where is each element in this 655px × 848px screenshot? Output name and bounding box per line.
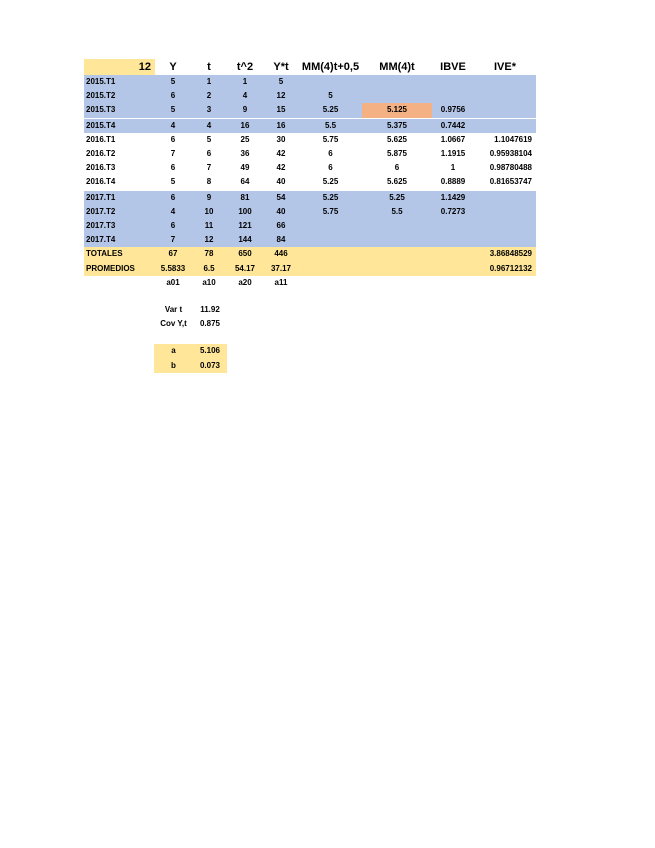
cell-mm[interactable]: 5.25 bbox=[362, 190, 432, 205]
ref-ive[interactable] bbox=[474, 276, 536, 290]
cell-yt[interactable]: 54 bbox=[263, 190, 299, 205]
cell-ive[interactable]: 1.1047619 bbox=[494, 134, 532, 144]
cell-mm[interactable]: 6 bbox=[394, 163, 400, 173]
cell-yt[interactable]: 66 bbox=[263, 219, 299, 233]
ref-y[interactable]: a01 bbox=[166, 277, 180, 287]
cell-t2[interactable]: 144 bbox=[227, 233, 263, 247]
totales-ive[interactable]: 3.86848529 bbox=[474, 247, 536, 261]
a-row bbox=[154, 344, 227, 359]
cell-t[interactable]: 7 bbox=[206, 163, 212, 173]
cell-ive[interactable] bbox=[474, 75, 536, 89]
cell-y[interactable]: 6 bbox=[155, 190, 191, 205]
cov-row bbox=[154, 317, 227, 331]
cell-t2[interactable]: 1 bbox=[227, 75, 263, 89]
table-row bbox=[84, 75, 536, 89]
table-row bbox=[84, 133, 536, 147]
cell-ive[interactable]: 0.98780488 bbox=[489, 163, 532, 173]
ref-mm[interactable] bbox=[362, 276, 432, 290]
header-mm05[interactable]: MM(4)t+0,5 bbox=[301, 61, 360, 73]
cell-label[interactable]: 2016.T1 bbox=[86, 134, 116, 144]
promedios-ibve[interactable] bbox=[432, 262, 474, 276]
promedios-row bbox=[84, 262, 536, 276]
cell-yt[interactable]: 84 bbox=[263, 233, 299, 247]
cell-mm[interactable] bbox=[362, 233, 432, 247]
cell-mm05[interactable]: 5.25 bbox=[299, 190, 362, 205]
cell-mm05[interactable]: 5.75 bbox=[322, 134, 339, 144]
cell-mm[interactable]: 5.375 bbox=[362, 118, 432, 133]
cell-mm05[interactable]: 6 bbox=[328, 163, 333, 173]
cell-yt[interactable]: 15 bbox=[263, 103, 299, 118]
cell-ive[interactable]: 0.81653747 bbox=[489, 177, 532, 187]
header-row bbox=[84, 59, 536, 75]
data-table bbox=[84, 59, 536, 290]
cell-t2[interactable]: 100 bbox=[227, 205, 263, 219]
cell-t[interactable]: 11 bbox=[191, 219, 227, 233]
cell-mm[interactable] bbox=[362, 89, 432, 103]
cell-mm[interactable]: 5.875 bbox=[386, 149, 408, 159]
cell-ibve[interactable]: 0.9756 bbox=[432, 103, 474, 118]
table-row bbox=[84, 233, 536, 247]
header-t[interactable]: t bbox=[207, 61, 211, 73]
ref-yt[interactable]: a11 bbox=[274, 277, 288, 287]
cell-mm05[interactable]: 5.5 bbox=[299, 118, 362, 133]
cell-t[interactable]: 6 bbox=[206, 149, 212, 159]
totales-mm05[interactable] bbox=[299, 247, 362, 261]
cell-ibve[interactable]: 1 bbox=[450, 163, 456, 173]
cell-yt[interactable]: 30 bbox=[276, 134, 286, 144]
cell-mm05[interactable] bbox=[299, 75, 362, 89]
table-row bbox=[84, 118, 536, 133]
cell-t2[interactable]: 36 bbox=[240, 149, 250, 159]
header-t2[interactable]: t^2 bbox=[236, 61, 254, 73]
header-ibve[interactable]: IBVE bbox=[440, 61, 466, 73]
table-row bbox=[84, 205, 536, 219]
promedios-ive[interactable]: 0.96712132 bbox=[474, 262, 536, 276]
cell-t[interactable]: 8 bbox=[206, 177, 212, 187]
cell-label[interactable]: 2015.T1 bbox=[84, 75, 155, 89]
cell-y[interactable]: 4 bbox=[155, 118, 191, 133]
cell-ibve[interactable]: 1.0667 bbox=[440, 134, 466, 144]
cell-y[interactable]: 6 bbox=[155, 89, 191, 103]
cell-yt[interactable]: 5 bbox=[263, 75, 299, 89]
cell-label[interactable]: 2016.T2 bbox=[86, 149, 116, 159]
cell-ibve[interactable] bbox=[432, 219, 474, 233]
cell-yt[interactable]: 40 bbox=[276, 177, 286, 187]
cell-mm05[interactable]: 5.75 bbox=[299, 205, 362, 219]
cell-ive[interactable] bbox=[474, 103, 536, 118]
promedios-t2[interactable]: 54.17 bbox=[227, 262, 263, 276]
cell-ive[interactable] bbox=[474, 219, 536, 233]
cell-y[interactable]: 5 bbox=[155, 75, 191, 89]
ref-label[interactable] bbox=[84, 276, 155, 290]
totales-label[interactable]: TOTALES bbox=[84, 247, 155, 261]
cell-ibve[interactable] bbox=[432, 89, 474, 103]
table-row bbox=[84, 103, 536, 118]
table-row bbox=[84, 219, 536, 233]
cell-ive[interactable] bbox=[474, 89, 536, 103]
cell-ibve[interactable]: 0.8889 bbox=[440, 177, 466, 187]
var-value[interactable]: 11.92 bbox=[200, 305, 220, 314]
cell-mm[interactable]: 5.125 bbox=[362, 103, 432, 118]
cell-t2[interactable]: 121 bbox=[227, 219, 263, 233]
cell-t[interactable]: 2 bbox=[191, 89, 227, 103]
table-row bbox=[84, 161, 536, 175]
cell-yt[interactable]: 42 bbox=[276, 163, 286, 173]
cell-y[interactable]: 4 bbox=[155, 205, 191, 219]
promedios-label[interactable]: PROMEDIOS bbox=[84, 262, 155, 276]
cell-ive[interactable] bbox=[474, 233, 536, 247]
cell-ibve[interactable] bbox=[432, 233, 474, 247]
ref-t[interactable]: a10 bbox=[202, 277, 216, 287]
cell-y[interactable]: 6 bbox=[170, 134, 176, 144]
cell-mm[interactable] bbox=[362, 219, 432, 233]
cell-y[interactable]: 5 bbox=[170, 177, 176, 187]
a-value[interactable]: 5.106 bbox=[193, 344, 227, 359]
promedios-y[interactable]: 5.5833 bbox=[155, 262, 191, 276]
table-row bbox=[84, 175, 536, 190]
promedios-t[interactable]: 6.5 bbox=[191, 262, 227, 276]
promedios-yt[interactable]: 37.17 bbox=[263, 262, 299, 276]
cell-mm05[interactable] bbox=[299, 233, 362, 247]
cell-ive[interactable] bbox=[474, 118, 536, 133]
cell-label[interactable]: 2017.T3 bbox=[84, 219, 155, 233]
cell-t[interactable]: 1 bbox=[191, 75, 227, 89]
table-row bbox=[84, 147, 536, 161]
cell-t2[interactable]: 16 bbox=[227, 118, 263, 133]
cell-ibve[interactable]: 1.1429 bbox=[432, 190, 474, 205]
cell-mm[interactable]: 5.625 bbox=[386, 134, 408, 144]
cell-yt[interactable]: 12 bbox=[263, 89, 299, 103]
cell-mm05[interactable] bbox=[299, 219, 362, 233]
cell-yt[interactable]: 40 bbox=[263, 205, 299, 219]
cell-label[interactable]: 2015.T4 bbox=[84, 118, 155, 133]
cov-value[interactable]: 0.875 bbox=[199, 319, 221, 328]
cell-t[interactable]: 9 bbox=[191, 190, 227, 205]
cell-mm[interactable]: 5.625 bbox=[386, 177, 408, 187]
cell-label[interactable]: 2016.T3 bbox=[86, 163, 116, 173]
cell-yt[interactable]: 16 bbox=[263, 118, 299, 133]
cov-label[interactable]: Cov Y,t bbox=[160, 319, 187, 328]
cell-mm05[interactable]: 6 bbox=[328, 149, 333, 159]
totales-yt[interactable]: 446 bbox=[263, 247, 299, 261]
coefficients-block bbox=[154, 344, 227, 373]
stats-block bbox=[154, 303, 227, 331]
count-cell[interactable]: 12 bbox=[84, 59, 155, 75]
ref-t2[interactable]: a20 bbox=[238, 277, 252, 287]
cell-label[interactable]: 2017.T4 bbox=[84, 233, 155, 247]
cell-y[interactable]: 6 bbox=[155, 219, 191, 233]
ref-mm05[interactable] bbox=[299, 276, 362, 290]
cell-mm05[interactable]: 5.25 bbox=[299, 103, 362, 118]
cell-t2[interactable]: 64 bbox=[240, 177, 250, 187]
header-yt[interactable]: Y*t bbox=[273, 61, 289, 73]
cell-t[interactable]: 5 bbox=[206, 134, 212, 144]
cell-t[interactable]: 10 bbox=[191, 205, 227, 219]
cell-t[interactable]: 4 bbox=[191, 118, 227, 133]
cell-y[interactable]: 7 bbox=[170, 149, 176, 159]
cell-ive[interactable] bbox=[474, 190, 536, 205]
cell-y[interactable]: 5 bbox=[155, 103, 191, 118]
promedios-mm05[interactable] bbox=[299, 262, 362, 276]
b-value[interactable]: 0.073 bbox=[193, 359, 227, 374]
cell-yt[interactable]: 42 bbox=[276, 149, 286, 159]
a-label[interactable]: a bbox=[154, 344, 193, 359]
cell-t2[interactable]: 81 bbox=[227, 190, 263, 205]
cell-mm05[interactable]: 5.25 bbox=[322, 177, 339, 187]
cell-t2[interactable]: 49 bbox=[240, 163, 250, 173]
cell-mm05[interactable]: 5 bbox=[299, 89, 362, 103]
cell-y[interactable]: 7 bbox=[155, 233, 191, 247]
refs-row bbox=[84, 276, 536, 290]
b-row bbox=[154, 359, 227, 374]
cell-label[interactable]: 2017.T2 bbox=[84, 205, 155, 219]
var-row bbox=[154, 303, 227, 317]
b-label[interactable]: b bbox=[154, 359, 193, 374]
totales-mm[interactable] bbox=[362, 247, 432, 261]
var-label[interactable]: Var t bbox=[164, 305, 183, 314]
cell-label[interactable]: 2016.T4 bbox=[86, 177, 116, 187]
cell-t2[interactable]: 25 bbox=[240, 134, 250, 144]
cell-label[interactable]: 2017.T1 bbox=[84, 190, 155, 205]
totales-t2[interactable]: 650 bbox=[227, 247, 263, 261]
header-y[interactable]: Y bbox=[169, 61, 177, 73]
cell-y[interactable]: 6 bbox=[170, 163, 176, 173]
cell-label[interactable]: 2015.T3 bbox=[84, 103, 155, 118]
cell-ibve[interactable]: 0.7442 bbox=[432, 118, 474, 133]
cell-t2[interactable]: 9 bbox=[227, 103, 263, 118]
cell-t2[interactable]: 4 bbox=[227, 89, 263, 103]
totales-ibve[interactable] bbox=[432, 247, 474, 261]
cell-ibve[interactable] bbox=[432, 75, 474, 89]
table-row bbox=[84, 190, 536, 205]
ref-ibve[interactable] bbox=[432, 276, 474, 290]
cell-mm[interactable] bbox=[362, 75, 432, 89]
totales-y[interactable]: 67 bbox=[155, 247, 191, 261]
cell-ive[interactable] bbox=[474, 205, 536, 219]
cell-t[interactable]: 12 bbox=[191, 233, 227, 247]
cell-ibve[interactable]: 0.7273 bbox=[432, 205, 474, 219]
promedios-mm[interactable] bbox=[362, 262, 432, 276]
cell-mm[interactable]: 5.5 bbox=[362, 205, 432, 219]
cell-ibve[interactable]: 1.1915 bbox=[440, 149, 466, 159]
cell-label[interactable]: 2015.T2 bbox=[84, 89, 155, 103]
header-mm[interactable]: MM(4)t bbox=[379, 61, 415, 73]
totales-t[interactable]: 78 bbox=[191, 247, 227, 261]
cell-t[interactable]: 3 bbox=[191, 103, 227, 118]
header-ive[interactable]: IVE* bbox=[493, 61, 516, 73]
totales-row bbox=[84, 247, 536, 261]
cell-ive[interactable]: 0.95938104 bbox=[489, 149, 532, 159]
table-row bbox=[84, 89, 536, 103]
